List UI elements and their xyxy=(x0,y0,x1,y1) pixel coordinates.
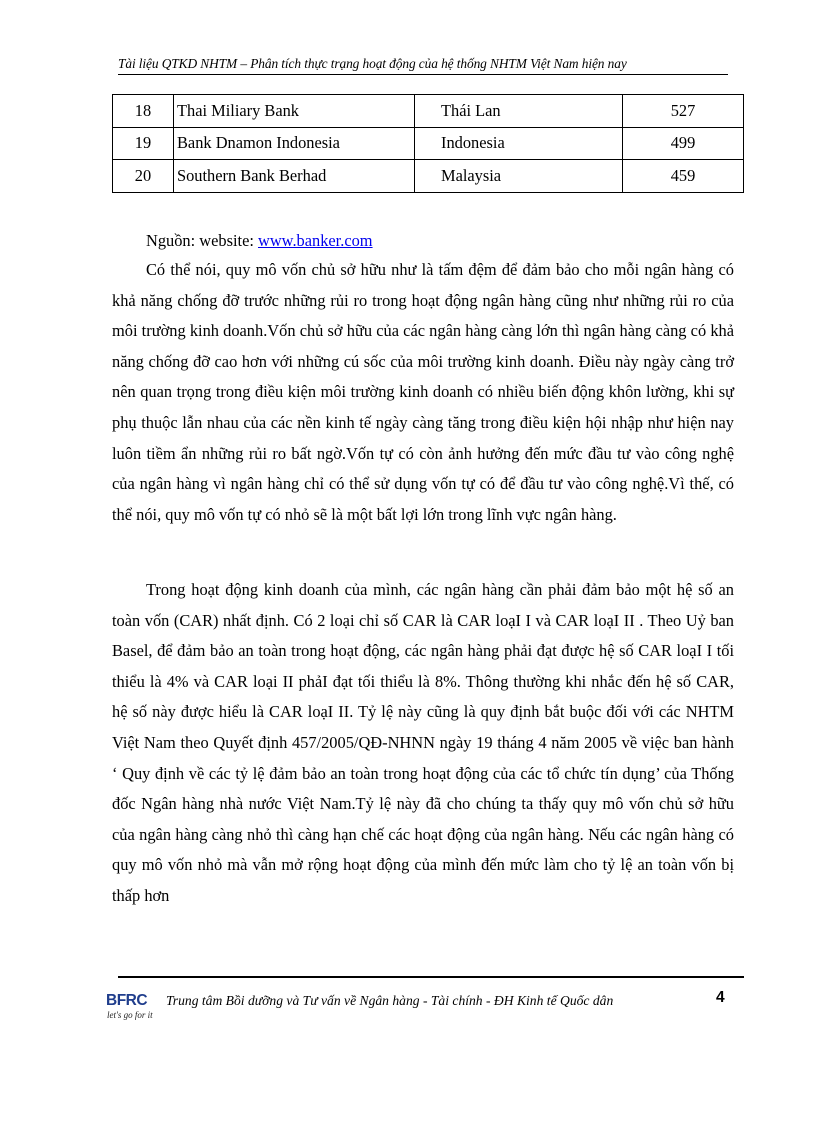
source-link[interactable]: www.banker.com xyxy=(258,231,373,250)
country-cell: Malaysia xyxy=(415,160,623,193)
logo-slogan: let's go for it xyxy=(107,1010,153,1020)
body-paragraph-1: Có thể nói, quy mô vốn chủ sở hữu như là tấm đệm để đảm bảo cho mỗi ngân hàng có khả năng chống đỡ trước những rủi ro trong hoạt động ngân hàng cũng như những rủi ro của môi trường kinh doanh.Vốn chủ sở hữu của các ngân hàng càng lớn thì ngân hàng càng có khả năng chống đỡ cao hơn với những cú sốc của môi trường kinh doanh. Điều này ngày càng trở nên quan trọng trong điều kiện môi trường kinh doanh có nhiều biến động khôn lường, khi sự phụ thuộc lẫn nhau của các nền kinh tế ngày càng tăng trong điều kiện hội nhập như hiện nay luôn tiềm ẩn những rủi ro bất ngờ.Vốn tự có còn ảnh hưởng đến mức đầu tư vào công nghệ của ngân hàng vì ngân hàng chỉ có thể sử dụng vốn tự có để đầu tư vào công nghệ.Vì thế, có thể nói, quy mô vốn tự có nhỏ sẽ là một bất lợi lớn trong lĩnh vực ngân hàng. xyxy=(112,260,734,524)
table-row xyxy=(113,160,744,193)
footer-divider xyxy=(118,976,744,978)
bank-name-cell: Thai Miliary Bank xyxy=(174,95,415,128)
rank-cell: 19 xyxy=(113,127,174,160)
country-cell: Indonesia xyxy=(415,127,623,160)
source-label: Nguồn: website: xyxy=(146,231,258,250)
rank-cell: 18 xyxy=(113,95,174,128)
header-title: Tài liệu QTKD NHTM – Phân tích thực trạng hoạt động của hệ thống NHTM Việt Nam hiện nay xyxy=(118,56,627,71)
rank-cell: 20 xyxy=(113,160,174,193)
value-cell: 527 xyxy=(623,95,744,128)
table-row xyxy=(113,95,744,128)
logo-text: BFRC xyxy=(106,992,148,1009)
country-cell: Thái Lan xyxy=(415,95,623,128)
bank-name-cell: Bank Dnamon Indonesia xyxy=(174,127,415,160)
value-cell: 459 xyxy=(623,160,744,193)
bfrc-logo xyxy=(106,992,153,1028)
source-line xyxy=(146,231,373,251)
page-number: 4 xyxy=(716,989,725,1006)
bank-ranking-table xyxy=(112,94,744,193)
value-cell: 499 xyxy=(623,127,744,160)
header-divider xyxy=(118,74,728,75)
footer-text: Trung tâm Bồi dưỡng và Tư vấn về Ngân hàng - Tài chính - ĐH Kinh tế Quốc dân xyxy=(166,993,614,1008)
body-paragraph-2: Trong hoạt động kinh doanh của mình, các ngân hàng cần phải đảm bảo một hệ số an toàn vốn (CAR) nhất định. Có 2 loại chỉ số CAR là CAR loạI I và CAR loạI II . Theo Uỷ ban Basel, để đảm bảo an toàn trong hoạt động, các ngân hàng phải đạt được hệ số CAR loạI I tối thiểu là 4% và CAR loại II phảI đạt tối thiểu là 8%. Thông thường khi nhắc đến hệ số CAR, hệ số này được hiểu là CAR loạI II. Tỷ lệ này cũng là quy định bắt buộc đối với các NHTM Việt Nam theo Quyết định 457/2005/QĐ-NHNN ngày 19 tháng 4 năm 2005 về việc ban hành ‘ Quy định về các tỷ lệ đảm bảo an toàn trong hoạt động của các tổ chức tín dụng’ của Thống đốc Ngân hàng nhà nước Việt Nam.Tỷ lệ này đã cho chúng ta thấy quy mô vốn chủ sở hữu của ngân hàng càng nhỏ thì càng hạn chế các hoạt động của ngân hàng. Nếu các ngân hàng có quy mô vốn nhỏ mà vẫn mở rộng hoạt động của mình đến mức làm cho tỷ lệ an toàn vốn bị thấp hơn xyxy=(112,580,734,905)
bank-name-cell: Southern Bank Berhad xyxy=(174,160,415,193)
table-row xyxy=(113,127,744,160)
